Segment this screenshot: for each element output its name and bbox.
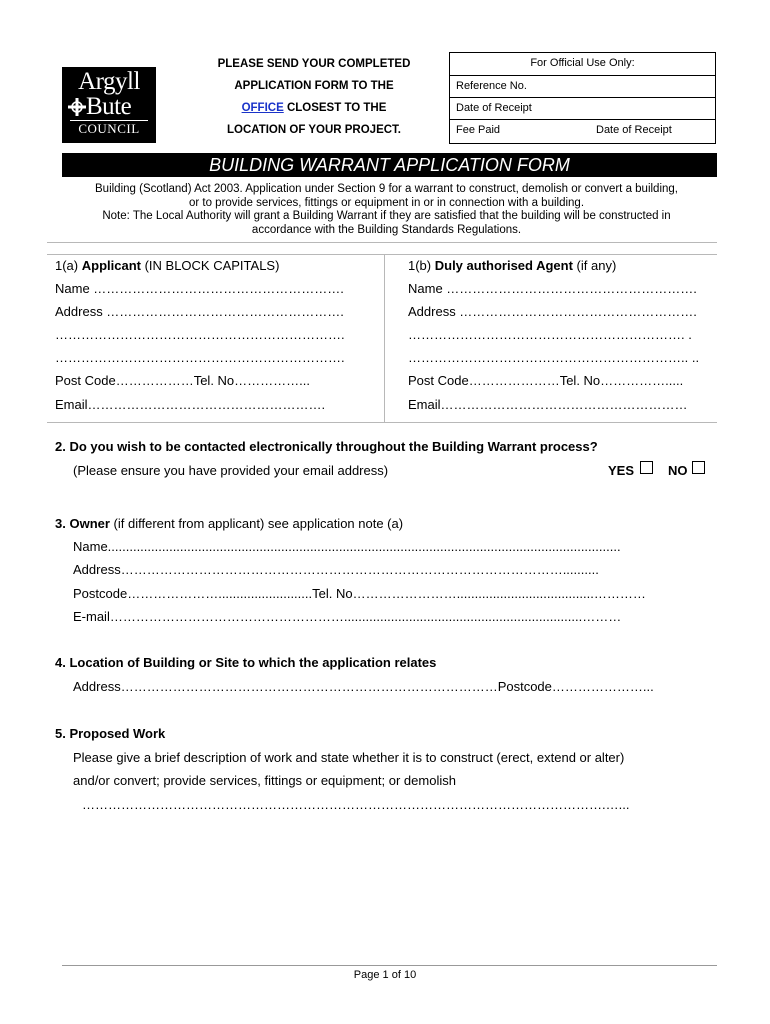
agent-address-line-2[interactable]: ………………………………………………………. . [408,327,692,342]
owner-postcode-tel-field[interactable]: Postcode…………………..........................Tel. No……………………......................................………… [73,586,646,601]
yes-label: YES [608,463,635,478]
send-notice-line-4: LOCATION OF YOUR PROJECT. [226,124,401,136]
form-title: BUILDING WARRANT APPLICATION FORM [62,153,717,177]
proposed-work-field[interactable]: ………………………………………………………………………………………………………….…... [82,797,630,812]
owner-name-field[interactable]: Name.............................................................................................................................................. [73,539,621,554]
agent-name-field[interactable]: Name …………………………………………………. [408,281,697,296]
no-label: NO [668,463,688,478]
proposed-work-heading: 5. Proposed Work [55,726,166,741]
contact-question: 2. Do you wish to be contacted electronically throughout the Building Warrant process? [55,439,598,454]
send-notice-line-3 [180,102,448,114]
logo-line-2: Bute [86,93,132,120]
location-address-field[interactable]: Address……………………………………………………………………………Postcode…………………... [73,679,654,694]
no-checkbox[interactable] [692,461,705,474]
divider [47,242,717,243]
proposed-work-desc-1: Please give a brief description of work and state whether it is to construct (erect, extend or alter) [73,750,625,765]
applicant-address-field[interactable]: Address ………………………………………………. [55,304,344,319]
office-link[interactable]: OFFICE [241,102,284,114]
send-notice-line-2: APPLICATION FORM TO THE [234,80,394,92]
official-use-heading: For Official Use Only: [530,57,635,69]
divider [47,422,717,423]
official-use-box [449,52,716,144]
send-notice-line-1: PLEASE SEND YOUR COMPLETED [217,58,411,70]
proposed-work-desc-2: and/or convert; provide services, fittings or equipment; or demolish [73,773,456,788]
applicant-address-line-2[interactable]: …………………………………………………………. [55,327,345,342]
divider [47,254,717,255]
celtic-cross-icon [68,98,86,116]
column-divider [384,254,385,422]
location-heading: 4. Location of Building or Site to which the application relates [55,655,437,670]
owner-email-field[interactable]: E-mail………………………………………………..................................................................……… [73,609,622,624]
date-of-receipt-field: Date of Receipt [450,97,715,119]
reference-no-field: Reference No. [450,75,715,97]
page-number: Page 1 of 10 [353,969,417,981]
applicant-email-field[interactable]: Email………………………………………………. [55,397,326,412]
yes-checkbox[interactable] [640,461,653,474]
agent-postcode-tel-field[interactable]: Post Code…………………Tel. No……………..... [408,373,684,388]
applicant-address-line-3[interactable]: …………………………………………………………. [55,350,345,365]
fee-paid-label: Fee Paid [456,124,501,136]
footer-divider [62,965,717,966]
logo-line-3: COUNCIL [78,121,140,136]
owner-address-field[interactable]: Address………………………………………………………………………………………….......... [73,562,599,577]
agent-email-field[interactable]: Email………………………………………………… [408,397,688,412]
agent-heading: 1(b) Duly authorised Agent (if any) [408,258,617,273]
fee-paid-field [450,119,715,141]
applicant-heading: 1(a) Applicant (IN BLOCK CAPITALS) [55,258,280,273]
contact-note: (Please ensure you have provided your email address) [73,463,389,478]
logo-line-1: Argyll [78,68,140,95]
send-notice-line-3-rest: CLOSEST TO THE [283,102,387,114]
owner-heading: 3. Owner (if different from applicant) see application note (a) [55,516,404,531]
intro-text: Building (Scotland) Act 2003. Application under Section 9 for a warrant to construct, demolish or convert a building, or to provide services, fittings or equipment in or in connection with a building. Note: The Local Authority will grant a Building Warrant if they are satisfied that the building will be constructed in accordance with the Building Standards Regulations. [95,183,678,236]
applicant-name-field[interactable]: Name …………………………………………………. [55,281,344,296]
applicant-postcode-tel-field[interactable]: Post Code………………Tel. No……………... [55,373,310,388]
council-logo [62,67,156,143]
agent-address-field[interactable]: Address ………………………………………………. [408,304,697,319]
agent-address-line-3[interactable]: ……………………………………………………….. .. [408,350,700,365]
fee-date-label: Date of Receipt [596,124,672,136]
